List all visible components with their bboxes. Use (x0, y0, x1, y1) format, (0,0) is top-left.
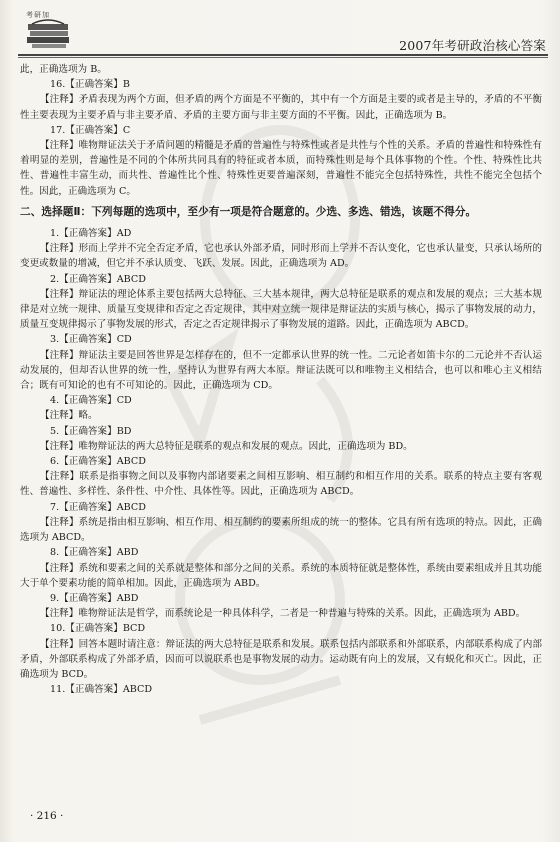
explanation-paragraph: 【注释】辩证法主要是回答世界是怎样存在的，但不一定都承认世界的统一性。二元论者如笛卡尔的二元论并不否认运动发展的，但却否认世界的统一性，坚持认为世界有两大本原。辩证法既可以和唯物主义相结合，也可以和唯心主义相结合；既有可知论的也有不可知论的。因此，正确选项为 CD。 (20, 349, 542, 392)
header-title: 2007年考研政治核心答案 (399, 38, 546, 53)
answer-line: 2.【正确答案】ABCD (50, 273, 146, 285)
answer-line: 8.【正确答案】ABD (50, 547, 139, 559)
answer-line: 7.【正确答案】ABCD (50, 501, 146, 513)
page-number: · 216 · (30, 810, 64, 822)
explanation-paragraph: 【注释】形而上学并不完全否定矛盾，它也承认外部矛盾，同时形而上学并不否认变化，它也承认量变，只承认场所的变更或数量的增减，但它并不承认质变、飞跃、发展。因此，正确选项为 AD。 (20, 243, 542, 270)
header-divider-thin (18, 57, 548, 58)
explanation-paragraph: 【注释】系统和要素之间的关系就是整体和部分之间的关系。系统的本质特征就是整体性，系统由要素组成并且其功能大于单个要素功能的简单相加。因此，正确选项为 ABD。 (20, 562, 542, 589)
answer-line: 5.【正确答案】BD (50, 425, 132, 437)
answer-line: 1.【正确答案】AD (50, 228, 132, 240)
explanation-paragraph: 【注释】矛盾表现为两个方面，但矛盾的两个方面是不平衡的，其中有一个方面是主要的或者是主导的，矛盾的不平衡性主要表现为主要矛盾与非主要矛盾、矛盾的主要方面与非主要方面的不平衡。因此，正确选项为 B。 (20, 94, 542, 121)
answer-line: 3.【正确答案】CD (50, 334, 132, 346)
answer-content (20, 62, 542, 697)
section-heading: 二、选择题Ⅱ：下列每题的选项中，至少有一项是符合题意的。少选、多选、错选，该题不得分。 (20, 205, 477, 218)
text-paragraph: 此，正确选项为 B。 (20, 64, 107, 75)
answer-line: 11.【正确答案】ABCD (50, 684, 153, 696)
explanation-paragraph: 【注释】系统是指由相互影响、相互作用、相互制约的要素所组成的统一的整体。它具有所有选项的特点。因此，正确选项为 ABCD。 (20, 516, 542, 544)
explanation-paragraph: 【注释】辩证法的理论体系主要包括两大总特征、三大基本规律，两大总特征是联系的观点和发展的观点；三大基本规律是对立统一规律、质量互变规律和否定之否定规律，其中对立统一规律是辩证法的实质与核心，揭示了事物发展的动力，质量互变规律揭示了事物发展的形式，否定之否定规律揭示了事物发展的道路。因此，正确选项为 ABCD。 (20, 288, 542, 331)
logo-text: 考研加 (26, 11, 50, 19)
publisher-logo (24, 10, 74, 52)
explanation-paragraph: 【注释】联系是指事物之间以及事物内部诸要素之间相互影响、相互制约和相互作用的关系。联系的特点主要有客观性、普遍性、多样性、条件性、中介性、具体性等。因此，正确选项为 ABCD。 (20, 471, 542, 498)
explanation-paragraph: 【注释】唯物辩证法关于矛盾问题的精髓是矛盾的普遍性与特殊性或者是共性与个性的关系。矛盾的普遍性和特殊性有着明显的差别，普遍性是不同的个体所共同具有的特征或者本质，而特殊性则是每个具体事物的个性。个性、特殊性比共性、普遍性丰富生动，而共性、普遍性比个性、特殊性更要普遍深刻，普遍性不能完全包括特殊性，共性不能完全包括个性。因此，正确选项为 C。 (20, 140, 542, 197)
answer-line: 10.【正确答案】BCD (50, 623, 146, 635)
answer-line: 16.【正确答案】B (50, 79, 130, 91)
answer-line: 6.【正确答案】ABCD (50, 456, 146, 468)
answer-line: 4.【正确答案】CD (50, 395, 132, 407)
explanation-paragraph: 【注释】回答本题时请注意：辩证法的两大总特征是联系和发展。联系包括内部联系和外部联系，内部联系构成了内部矛盾，外部联系构成了外部矛盾，因而可以说联系也是事物发展的动力。运动既有向上的发展，又有蜕化和灭亡。因此，正确选项为 BCD。 (20, 638, 542, 680)
explanation-paragraph: 【注释】略。 (40, 410, 98, 422)
explanation-paragraph: 【注释】唯物辩证法的两大总特征是联系的观点和发展的观点。因此，正确选项为 BD。 (40, 440, 413, 452)
answer-line: 17.【正确答案】C (50, 124, 131, 136)
answer-line: 9.【正确答案】ABD (50, 592, 139, 604)
page-header (18, 6, 548, 58)
header-divider (18, 54, 548, 56)
explanation-paragraph: 【注释】唯物辩证法是哲学，而系统论是一种具体科学，二者是一种普遍与特殊的关系。因此，正确选项为 ABD。 (40, 608, 526, 620)
